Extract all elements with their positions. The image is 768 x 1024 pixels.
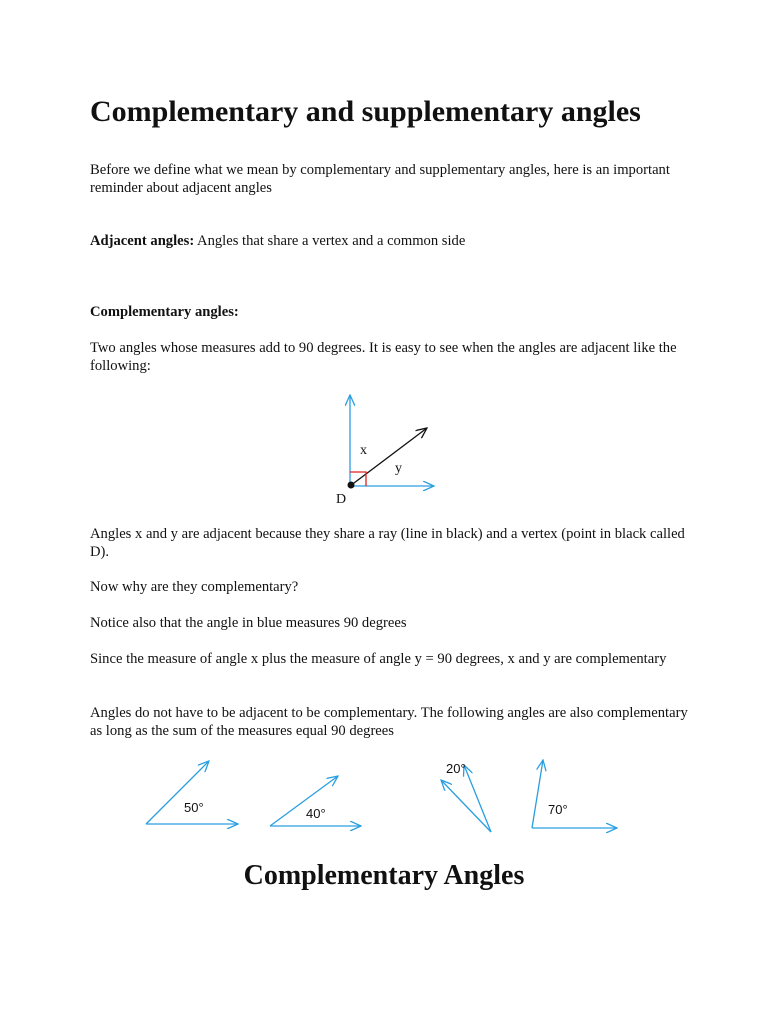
adjacent-term: Adjacent angles: bbox=[90, 233, 195, 249]
angle-20-left-ray bbox=[441, 780, 491, 832]
notice-paragraph: Notice also that the angle in blue measures 90 degrees bbox=[90, 615, 407, 631]
angle-40-label: 40° bbox=[306, 806, 326, 821]
complementary-heading-text: Complementary angles: bbox=[90, 304, 239, 320]
complementary-definition: Two angles whose measures add to 90 degrees. It is easy to see when the angles are adjacent like the following: bbox=[90, 340, 677, 374]
section-title-complementary-angles: Complementary Angles bbox=[243, 860, 525, 891]
why-question: Now why are they complementary? bbox=[90, 579, 299, 595]
since-paragraph: Since the measure of angle x plus the measure of angle y = 90 degrees, x and y are complementary bbox=[90, 651, 667, 667]
page-title: Complementary and supplementary angles bbox=[90, 95, 641, 128]
angle-70-label: 70° bbox=[548, 802, 568, 817]
angle-20-label: 20° bbox=[446, 761, 466, 776]
angle-70-upper-ray bbox=[532, 760, 543, 828]
angle-40-upper-ray bbox=[270, 776, 338, 826]
adjacent-text: Angles that share a vertex and a common side bbox=[194, 233, 466, 249]
intro-paragraph: Before we define what we mean by complementary and supplementary angles, here is an important reminder about adjacent angles bbox=[90, 162, 670, 196]
label-x: x bbox=[360, 443, 367, 458]
angle-20-group bbox=[441, 761, 491, 832]
angle-50-label: 50° bbox=[184, 800, 204, 815]
angle-20-right-ray bbox=[464, 765, 491, 832]
adjacent-explanation: Angles x and y are adjacent because they share a ray (line in black) and a vertex (point in black called D). bbox=[90, 526, 685, 560]
label-vertex-d: D bbox=[336, 492, 347, 507]
angle-70-group bbox=[532, 760, 617, 828]
angle-50-group bbox=[146, 761, 238, 824]
angle-40-group bbox=[270, 776, 361, 826]
nonadjacent-paragraph: Angles do not have to be adjacent to be complementary. The following angles are also complementary as long as the sum of the measures equal 90 degrees bbox=[90, 705, 688, 739]
label-y: y bbox=[395, 461, 402, 476]
